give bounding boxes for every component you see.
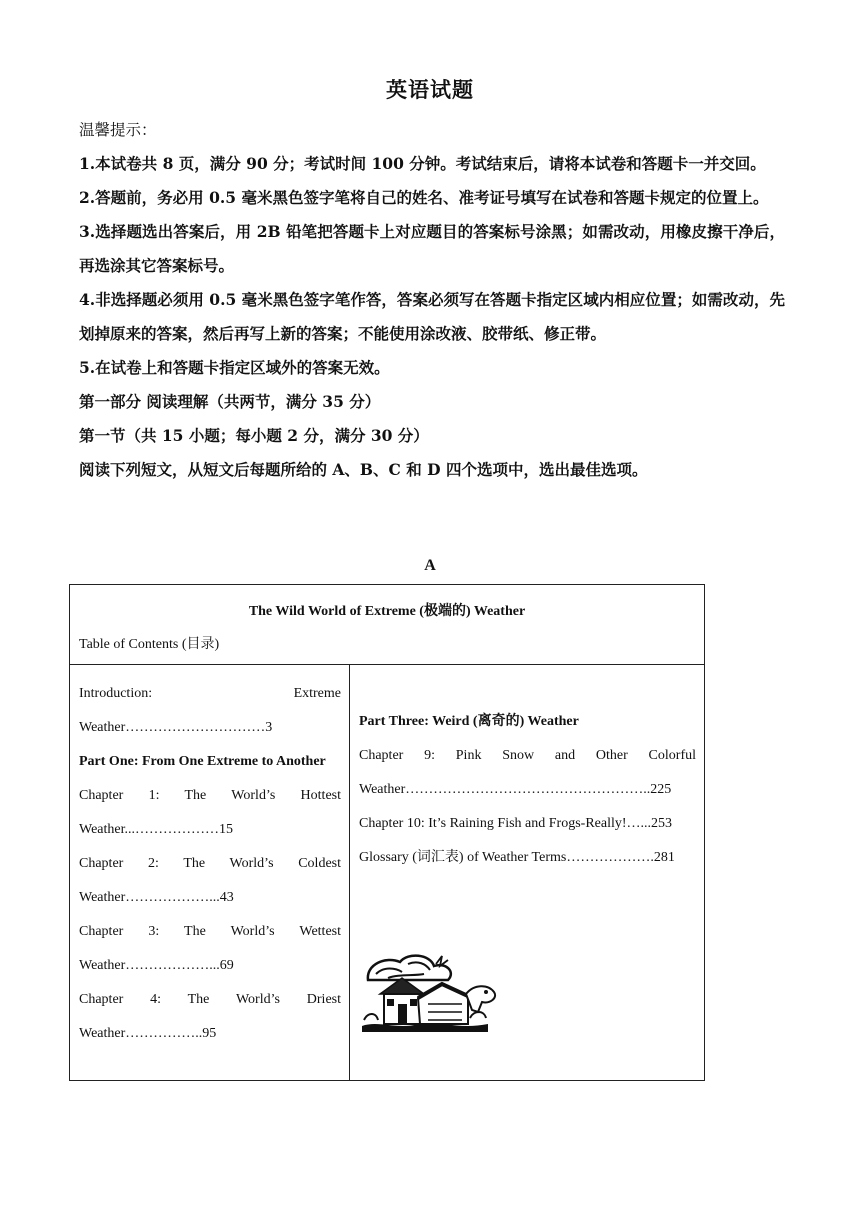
toc-left-column (70, 665, 350, 1081)
toc-entry-chapter: Chapter 10: It’s Raining Fish and Frogs-Really!…...253 (359, 816, 673, 831)
toc-part-one: Part One: From One Extreme to Another (79, 754, 326, 769)
toc-right-column (350, 665, 704, 1081)
section-heading: 第一节（共 15 小题；每小题 2 分，满分 30 分） (79, 426, 429, 445)
toc-subtitle: Table of Contents (目录) (79, 637, 220, 652)
weather-house-illustration (358, 950, 500, 1034)
toc-entry-chapter: Chapter 4: The World’s Driest Weather……………..95 (79, 992, 341, 1041)
toc-entry-chapter: Chapter 9: Pink Snow and Other Colorful Weather……………………………………………..225 (359, 748, 696, 797)
toc-columns (70, 665, 704, 1081)
toc-header (70, 585, 704, 665)
book-title: The Wild World of Extreme (极端的) Weather (248, 604, 526, 619)
note-item: 2.答题前，务必用 0.5 毫米黑色签字笔将自己的姓名、准考证号填写在试卷和答题卡规定的位置上。 (79, 188, 769, 207)
instruction: 阅读下列短文，从短文后每题所给的 A、B、C 和 D 四个选项中，选出最佳选项。 (79, 460, 648, 479)
toc-entry-glossary: Glossary (词汇表) of Weather Terms……………….281 (359, 850, 675, 865)
toc-entry-introduction: Introduction: Extreme Weather…………………………3 (79, 686, 341, 735)
toc-entry-chapter: Chapter 3: The World’s Wettest Weather………………...69 (79, 924, 341, 973)
note-item: 1.本试卷共 8 页，满分 90 分；考试时间 100 分钟。考试结束后，请将本试卷和答题卡一并交回。 (79, 154, 766, 173)
note-item: 3.选择题选出答案后，用 2B 铅笔把答题卡上对应题目的答案标号涂黑；如需改动，用橡皮擦干净后，再选涂其它答案标号。 (79, 222, 785, 275)
note-item: 4.非选择题必须用 0.5 毫米黑色签字笔作答，答案必须写在答题卡指定区域内相应位置；如需改动，先划掉原来的答案，然后再写上新的答案；不能使用涂改液、胶带纸、修正带。 (79, 290, 785, 343)
notes-heading: 温馨提示： (79, 121, 157, 139)
table-of-contents (69, 584, 705, 1081)
note-item: 5.在试卷上和答题卡指定区域外的答案无效。 (79, 358, 390, 377)
exam-notes (79, 113, 785, 487)
toc-part-three: Part Three: Weird (离奇的) Weather (359, 714, 579, 729)
part-heading: 第一部分 阅读理解（共两节，满分 35 分） (79, 392, 381, 411)
toc-entry-chapter: Chapter 1: The World’s Hottest Weather...………………15 (79, 788, 341, 837)
page-title: 英语试题 (386, 77, 474, 102)
passage-label: A (424, 557, 436, 574)
toc-entry-chapter: Chapter 2: The World’s Coldest Weather………………...43 (79, 856, 341, 905)
